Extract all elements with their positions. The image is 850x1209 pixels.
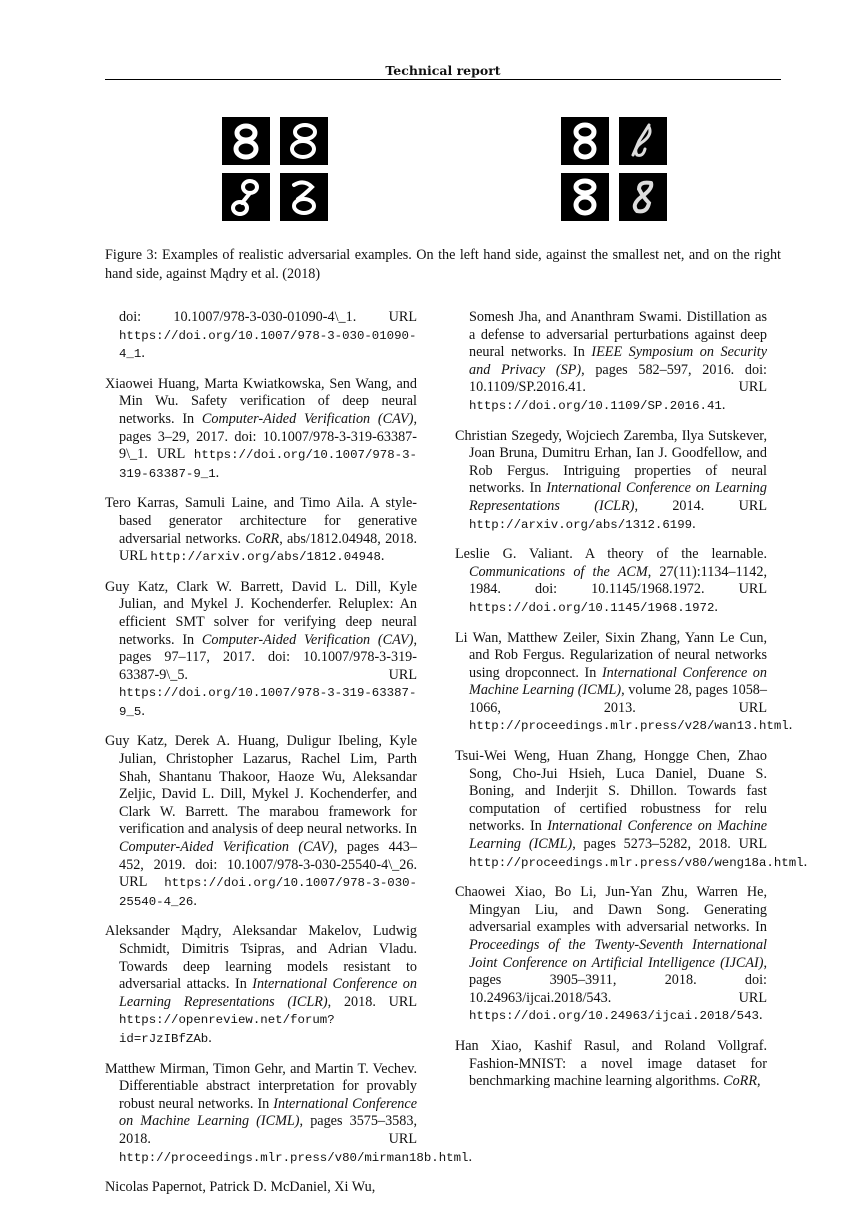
reference-entry [105,1060,473,1168]
reference-details: , pages 582–597, 2016. doi: 10.1109/SP.2016.41. URL [469,361,768,396]
reference-venue: International Conference on Learning Representations (ICLR) [119,976,417,1010]
digit-image [561,117,609,165]
reference-title: Fashion-MNIST: a novel image dataset for benchmarking machine learning algorithms. [469,1055,767,1090]
figure-caption: Figure 3: Examples of realistic adversarial examples. On the left hand side, against the smallest net, and on the right hand side, against Mądry et al. (2018) [105,247,781,282]
figure-left-panel [222,117,328,221]
reference-authors: Guy Katz, Clark W. Barrett, David L. Dill, Kyle Julian, and Mykel J. Kochenderfer. [105,578,417,613]
reference-details: , pages 443–452, 2019. doi: 10.1007/978-3-030-25540-4\_26. URL [119,839,417,891]
reference-text: doi: 10.1007/978-3-030-01090-4\_1. URL [119,309,417,325]
reference-details: , 27(11):1134–1142, 1984. doi: 10.1145/1968.1972. URL [469,563,767,598]
reference-punct: . [141,345,145,362]
reference-authors: Nicolas Papernot, Patrick D. McDaniel, Xi Wu, [105,1179,376,1196]
figure-right-panel [561,117,667,221]
reference-url-link[interactable]: https://doi.org/10.24963/ijcai.2018/543 [469,1009,759,1024]
reference-punct: . [215,464,220,481]
reference-entry [455,629,793,737]
reference-details: , pages 97–117, 2017. doi: 10.1007/978-3-319-63387-9\_5. URL [119,631,417,683]
reference-title: A theory of the learnable. [572,546,767,563]
header-rule [105,79,781,80]
reference-title: Reluplex: An efficient SMT solver for verifying deep neural networks. In [119,596,417,648]
reference-punct: . [468,1148,473,1165]
digit-image [222,173,270,221]
reference-title: Regularization of neural networks using dropconnect. In [469,647,767,681]
reference-authors: Leslie G. Valiant. [455,546,573,563]
reference-punct: . [759,1007,763,1024]
reference-authors: Tsui-Wei Weng, Huan Zhang, Hongge Chen, Zhao Song, Cho-Jui Hsieh, Luca Daniel, Duane S. Boning, and Inderjit S. Dhillon. [455,748,767,800]
reference-text: Somesh Jha, and Ananthram Swami. Distillation as a defense to adversarial perturbations against deep neural networks. In [469,309,767,361]
reference-punct: . [788,717,793,734]
reference-title: Differentiable abstract interpretation for provably robust neural networks. In [119,1078,417,1112]
reference-details: , pages 3575–3583, 2018. URL [119,1113,417,1147]
reference-details: , volume 28, pages 1058–1066, 2013. URL [469,682,767,716]
reference-entry [105,733,417,911]
reference-venue: IEEE Symposium on Security and Privacy (SP) [469,344,767,378]
reference-venue: International Conference on Machine Learning (ICML) [119,1095,417,1130]
reference-url-link[interactable]: http://arxiv.org/abs/1312.6199 [469,517,693,532]
reference-url-link[interactable]: https://doi.org/10.1007/978-3-030-01090-4_1 [119,328,417,362]
reference-venue: Communications of the ACM [469,563,648,580]
reference-url-link[interactable]: http://proceedings.mlr.press/v28/wan13.html [469,719,789,734]
reference-venue: Proceedings of the Twenty-Seventh International Joint Conference on Artificial Intelligence (IJCAI) [469,937,767,971]
reference-entry [455,1038,767,1091]
reference-details: , 2018. URL [327,993,418,1010]
reference-authors: Matthew Mirman, Timon Gehr, and Martin T. Vechev. [105,1060,417,1077]
reference-entry [455,546,767,617]
reference-venue: Computer-Aided Verification (CAV) [201,410,414,427]
reference-entry [455,884,767,1026]
reference-punct: . [380,548,385,565]
reference-entry [105,923,417,1048]
reference-punct: . [193,892,197,909]
digit-image [619,173,667,221]
reference-details: , [757,1073,761,1090]
reference-punct: . [141,702,145,719]
digit-image [280,117,328,165]
reference-punct: . [721,396,726,413]
reference-title: Intriguing properties of neural networks. In [469,462,767,497]
reference-entry [105,1179,417,1197]
reference-authors: Chaowei Xiao, Bo Li, Jun-Yan Zhu, Warren He, Mingyan Liu, and Dawn Song. [455,884,767,918]
reference-url-link[interactable]: https://doi.org/10.1145/1968.1972 [469,600,715,615]
reference-title: Towards fast computation of certified robustness for relu networks. In [469,783,767,835]
reference-punct: . [208,1029,212,1046]
reference-authors: Guy Katz, Derek A. Huang, Duligur Ibeling, Kyle Julian, Christopher Lazarus, Rachel Lim, Parth Shah, Shantanu Thakoor, Haoze Wu, Aleksandar Zeljic, David L. Dill, Mykel J. Kochenderfer, and Clark W. Barrett. [105,733,417,820]
reference-entry [105,309,417,364]
reference-entry [105,376,417,484]
reference-details: , pages 3–29, 2017. doi: 10.1007/978-3-319-63387-9\_1. URL [119,410,417,463]
reference-punct: . [692,515,696,532]
reference-entry [105,495,417,566]
reference-details: , pages 5273–5282, 2018. URL [572,836,767,853]
reference-entry [105,579,417,722]
reference-url-link[interactable]: https://openreview.net/forum?id=rJzIBfZAb [119,1013,335,1046]
reference-title: The marabou framework for verification and analysis of deep neural networks. In [119,803,417,838]
reference-authors: Tero Karras, Samuli Laine, and Timo Aila. [105,495,365,512]
reference-url-link[interactable]: https://doi.org/10.1007/978-3-319-63387-9_5 [119,686,417,719]
reference-entry [455,428,767,535]
digit-image [222,117,270,165]
reference-punct: . [714,598,718,615]
reference-authors: Aleksander Mądry, Aleksandar Makelov, Ludwig Schmidt, Dimitris Tsipras, and Adrian Vladu. [105,923,417,957]
reference-url-link[interactable]: http://proceedings.mlr.press/v80/mirman18b.html [119,1150,469,1165]
reference-authors: Li Wan, Matthew Zeiler, Sixin Zhang, Yann Le Cun, and Rob Fergus. [455,629,767,664]
reference-venue: Computer-Aided Verification (CAV) [119,839,334,856]
reference-venue: International Conference on Machine Learning (ICML) [469,664,767,699]
reference-title: Generating adversarial examples with adversarial networks. In [469,901,767,936]
reference-venue: CoRR [723,1073,758,1090]
reference-authors: Xiaowei Huang, Marta Kwiatkowska, Sen Wang, and Min Wu. [105,375,417,410]
running-header: Technical report [385,63,501,78]
reference-title: A style-based generator architecture for generative adversarial networks. [119,495,417,547]
reference-venue: CoRR [245,530,280,547]
references-left-column [105,309,473,1209]
reference-url-link[interactable]: https://doi.org/10.1109/SP.2016.41 [469,398,722,413]
reference-entry [455,748,808,872]
reference-url-link[interactable]: http://proceedings.mlr.press/v80/weng18a.html [469,855,804,870]
reference-details: , abs/1812.04948, 2018. URL [119,530,417,565]
references-right-column [455,309,808,1103]
reference-authors: Christian Szegedy, Wojciech Zaremba, Ilya Sutskever, Joan Bruna, Dumitru Erhan, Ian J. Goodfellow, and Rob Fergus. [455,427,767,479]
reference-venue: International Conference on Learning Representations (ICLR) [469,480,767,514]
reference-venue: Computer-Aided Verification (CAV) [201,631,414,648]
reference-authors: Han Xiao, Kashif Rasul, and Roland Vollgraf. [455,1037,767,1054]
reference-title: Safety verification of deep neural networks. In [119,393,417,427]
reference-url-link[interactable]: https://doi.org/10.1007/978-3-319-63387-9_1 [119,448,417,481]
reference-punct: . [803,853,808,870]
reference-details: , 2014. URL [634,497,767,514]
reference-url-link[interactable]: http://arxiv.org/abs/1812.04948 [150,550,381,565]
digit-image [280,173,328,221]
reference-entry [455,309,767,416]
reference-venue: International Conference on Machine Learning (ICML) [469,818,767,853]
reference-title: Towards deep learning models resistant to adversarial attacks. In [119,958,417,993]
digit-image [561,173,609,221]
reference-details: , pages 3905–3911, 2018. doi: 10.24963/ijcai.2018/543. URL [469,954,767,1006]
reference-url-link[interactable]: https://doi.org/10.1007/978-3-030-25540-4_26 [119,876,417,909]
digit-image [619,117,667,165]
